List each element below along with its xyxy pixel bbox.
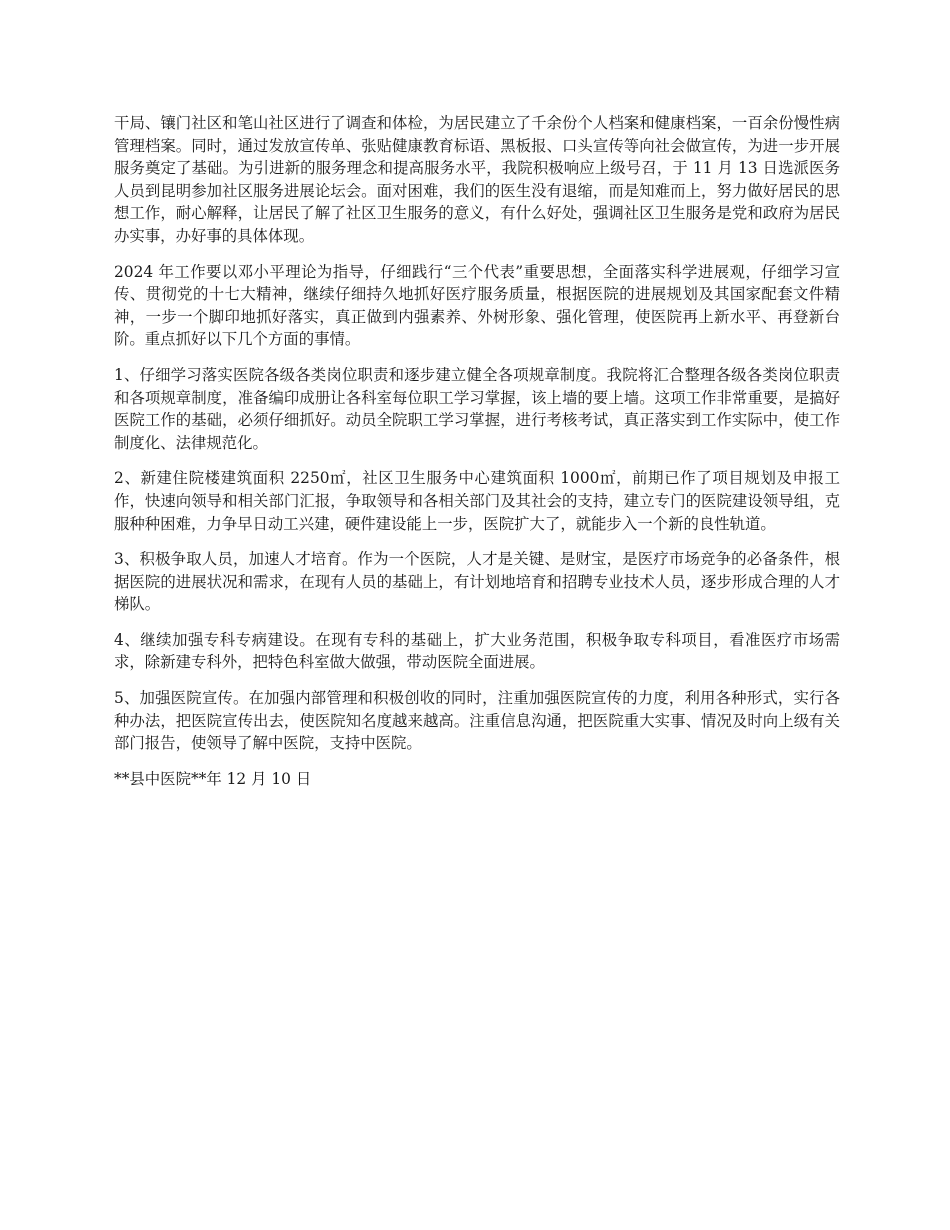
paragraph-2024-work-plan: 2024 年工作要以邓小平理论为指导，仔细践行“三个代表”重要思想，全面落实科学进展观，仔细学习宣传、贯彻党的十七大精神，继续仔细持久地抓好医疗服务质量，根据医院的进展规划及其国家配套文件精神，一步一个脚印地抓好落实，真正做到内强素养、外树形象、强化管理，使医院再上新水平、再登新台阶。重点抓好以下几个方面的事情。: [114, 262, 840, 349]
paragraph-community-survey: 干局、镶门社区和笔山社区进行了调查和体检，为居民建立了千余份个人档案和健康档案，一百余份慢性病管理档案。同时，通过发放宣传单、张贴健康教育标语、黑板报、口头宣传等向社会做宣传，为进一步开展服务奠定了基础。为引进新的服务理念和提高服务水平，我院积极响应上级号召，于 11 月 13 日选派医务人员到昆明参加社区服务进展论坛会。面对困难，我们的医生没有退缩，而是知难而上，努力做好居民的思想工作，耐心解释，让居民了解了社区卫生服务的意义，有什么好处，强调社区卫生服务是党和政府为居民办实事，办好事的具体体现。: [114, 114, 840, 245]
paragraph-item-4-specialties: 4、继续加强专科专病建设。在现有专科的基础上，扩大业务范围，积极争取专科项目，看准医疗市场需求，除新建专科外，把特色科室做大做强，带动医院全面进展。: [114, 630, 840, 672]
document-page: [114, 112, 840, 803]
paragraph-item-5-publicity: 5、加强医院宣传。在加强内部管理和积极创收的同时，注重加强医院宣传的力度，利用各种形式，实行各种办法，把医院宣传出去，使医院知名度越来越高。注重信息沟通，把医院重大实事、情况及时向上级有关部门报告，使领导了解中医院，支持中医院。: [114, 689, 840, 753]
paragraph-item-1-job-duties: 1、仔细学习落实医院各级各类岗位职责和逐步建立健全各项规章制度。我院将汇合整理各级各类岗位职责和各项规章制度，准备编印成册让各科室每位职工学习掌握，该上墙的要上墙。这项工作非常重要，是搞好医院工作的基础，必须仔细抓好。动员全院职工学习掌握，进行考核考试，真正落实到工作实际中，使工作制度化、法律规范化。: [114, 365, 840, 452]
paragraph-item-2-new-building: 2、新建住院楼建筑面积 2250㎡，社区卫生服务中心建筑面积 1000㎡，前期已作了项目规划及申报工作，快速向领导和相关部门汇报，争取领导和各相关部门及其社会的支持，建立专门的医院建设领导组，克服种种困难，力争早日动工兴建，硬件建设能上一步，医院扩大了，就能步入一个新的良性轨道。: [114, 469, 840, 533]
signature-date: **县中医院**年 12 月 10 日: [114, 769, 312, 788]
paragraph-item-3-talent: 3、积极争取人员，加速人才培育。作为一个医院，人才是关键、是财宝，是医疗市场竞争的必备条件，根据医院的进展状况和需求，在现有人员的基础上，有计划地培育和招聘专业技术人员，逐步形成合理的人才梯队。: [114, 550, 840, 614]
